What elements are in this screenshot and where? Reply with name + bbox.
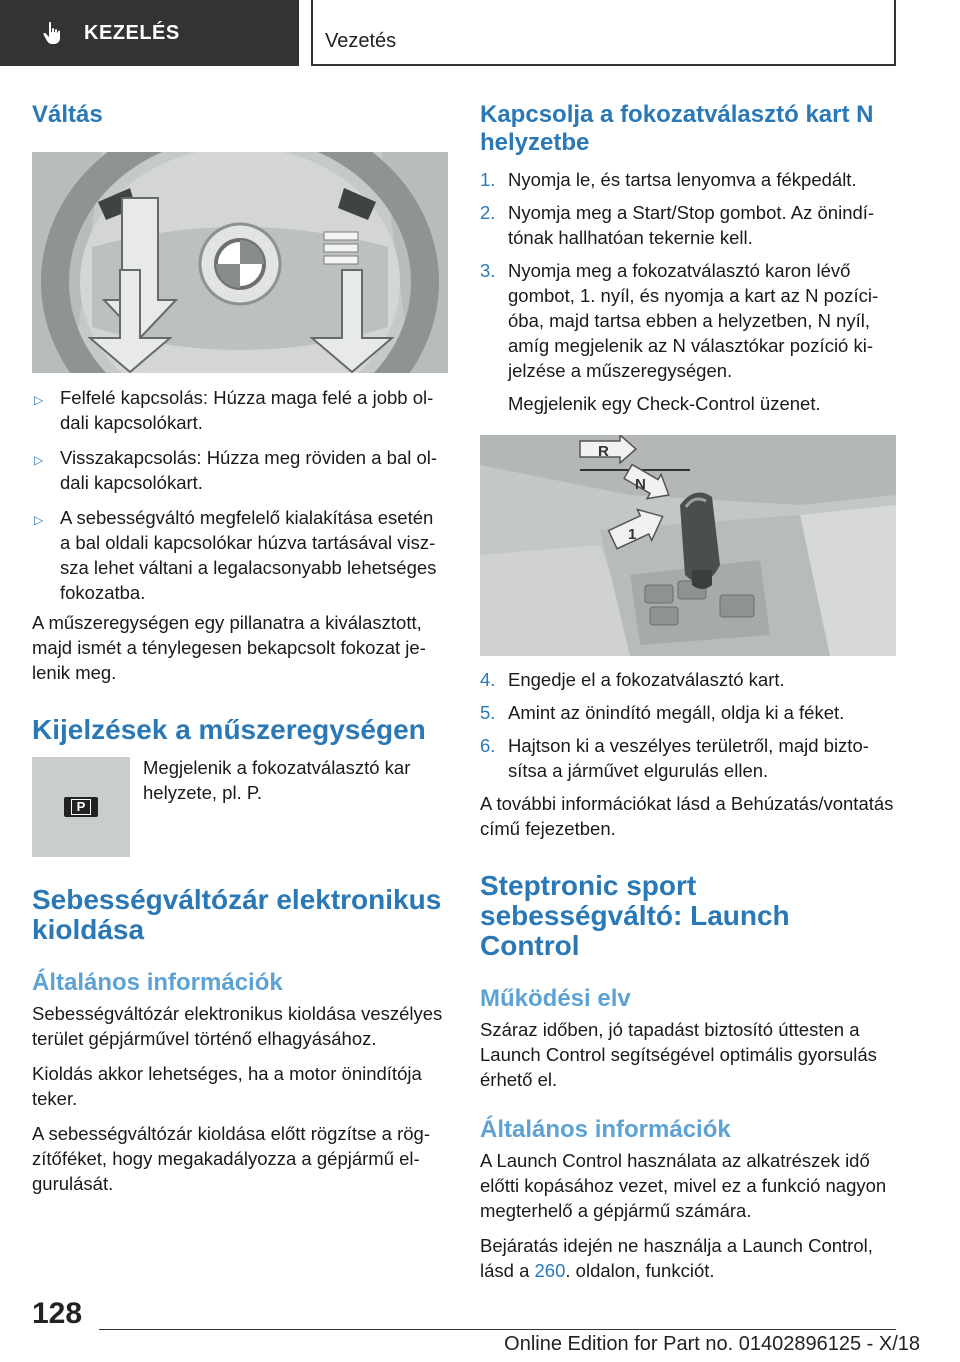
chapter-label: Vezetés bbox=[325, 30, 397, 52]
page-number: 128 bbox=[32, 1297, 83, 1330]
mukodesi-paragraph: Száraz időben, jó tapadást biztosító úttesten a Launch Control segítségével optimális gyorsulás érhető el. bbox=[480, 1019, 877, 1090]
list-item bbox=[32, 385, 448, 435]
gear-selector-illustration bbox=[480, 435, 896, 656]
gear-selector-figure bbox=[480, 435, 896, 656]
left-column bbox=[32, 95, 448, 1196]
list-item bbox=[32, 445, 448, 495]
step-number: 1. bbox=[480, 169, 496, 190]
zar-paragraph-1: Sebességváltózár elektronikus kioldása veszélyes terület gépjárművel történő elhagyásához. bbox=[32, 1003, 443, 1049]
section-label: KEZELÉS bbox=[84, 21, 180, 44]
heading-mukodesi: Működési elv bbox=[480, 985, 631, 1012]
step-number: 3. bbox=[480, 260, 496, 281]
chapter-tab[interactable] bbox=[311, 0, 896, 66]
list-item-text: Visszakapcsolás: Húzza meg röviden a bal oldali kapcsolókart. bbox=[60, 447, 438, 493]
kijelzes-text: Megjelenik a fokozatválasztó kar helyzete, pl. P. bbox=[143, 757, 411, 803]
section-tab[interactable] bbox=[0, 0, 299, 66]
step-text: Amint az önindító megáll, oldja ki a féket. bbox=[508, 702, 845, 723]
zar-paragraph-2: Kioldás akkor lehetséges, ha a motor önindítója teker. bbox=[32, 1063, 422, 1109]
step-item bbox=[480, 200, 896, 250]
step-text: Nyomja meg a fokozatválasztó karon lévő gombot, 1. nyíl, és nyomja a kart az N pozícióba, majd tartsa ebben a helyzetben, N nyíl, amíg megjelenik az N választókar pozíció kijelzése a műszeregységen. bbox=[508, 260, 879, 381]
triangle-bullet-icon: ▷ bbox=[34, 453, 44, 467]
edition-text: Online Edition for Part no. 01402896125 - X/18 bbox=[504, 1333, 920, 1355]
step-text: Engedje el a fokozatválasztó kart. bbox=[508, 669, 785, 690]
hand-pointer-icon bbox=[40, 20, 66, 46]
page-260-link[interactable]: 260 bbox=[534, 1260, 566, 1281]
heading-zar: Sebességváltózár elektronikus kioldása bbox=[32, 884, 442, 945]
step-number: 4. bbox=[480, 669, 496, 690]
heading-steptronic: Steptronic sport sebességváltó: Launch Control bbox=[480, 870, 790, 961]
footer-divider bbox=[99, 1329, 896, 1330]
gear-letter: P bbox=[71, 799, 92, 815]
figure-label-n: N bbox=[635, 476, 646, 493]
valtas-paragraph: A műszeregységen egy pillanatra a kiválasztott, majd ismét a ténylegesen bekapcsolt fokozat jelenik meg. bbox=[32, 612, 426, 683]
list-item-text: A sebességváltó megfelelő kialakítása esetén a bal oldali kapcsolókar húzva tartásával viszsza lehet váltani a legalacsonyabb lehetséges fokozatba. bbox=[60, 507, 437, 603]
page-header bbox=[0, 0, 960, 66]
step-text: Nyomja le, és tartsa lenyomva a fékpedált. bbox=[508, 169, 857, 190]
step-item bbox=[480, 700, 896, 725]
bejaratas-text-post: . oldalon, funkciót. bbox=[565, 1260, 715, 1281]
steering-wheel-paddles-figure bbox=[32, 152, 448, 373]
right-column bbox=[480, 95, 896, 1283]
list-item bbox=[32, 505, 448, 605]
gear-indicator-figure bbox=[32, 757, 130, 857]
bejaratas-paragraph bbox=[480, 1233, 896, 1283]
zar-paragraph-3: A sebességváltózár kioldása előtt rögzítse a rögzítőféket, hogy megakadályozza a gépjármű elgurulását. bbox=[32, 1123, 430, 1194]
step-item bbox=[480, 733, 896, 783]
bejaratas-text-pre: Bejáratás idején ne használja a Launch Control, lásd a bbox=[480, 1235, 873, 1281]
step-item bbox=[480, 667, 896, 692]
step-item bbox=[480, 167, 896, 192]
heading-valtas: Váltás bbox=[32, 101, 103, 128]
step3-note: Megjelenik egy Check-Control üzenet. bbox=[508, 393, 821, 414]
step-item bbox=[480, 258, 896, 383]
heading-kijelzesek: Kijelzések a műszeregységen bbox=[32, 714, 426, 745]
triangle-bullet-icon: ▷ bbox=[34, 393, 44, 407]
steps-list-a bbox=[480, 167, 896, 383]
gear-display-block bbox=[32, 757, 448, 857]
step-text: Nyomja meg a Start/Stop gombot. Az önindítónak hallhatóan tekernie kell. bbox=[508, 202, 875, 248]
steps-list-b bbox=[480, 667, 896, 783]
step-number: 6. bbox=[480, 735, 496, 756]
step-text: Hajtson ki a veszélyes területről, majd biztosítsa a járművet elgurulás ellen. bbox=[508, 735, 869, 781]
heading-kapcsolja: Kapcsolja a fokozatválasztó kart N helyzetbe bbox=[480, 101, 874, 156]
step-number: 5. bbox=[480, 702, 496, 723]
gear-indicator-box bbox=[64, 797, 98, 817]
heading-altalanos: Általános információk bbox=[32, 969, 283, 996]
triangle-bullet-icon: ▷ bbox=[34, 513, 44, 527]
figure-label-1: 1 bbox=[628, 526, 637, 543]
heading-altalanos-2: Általános információk bbox=[480, 1116, 731, 1143]
altalanos2-paragraph: A Launch Control használata az alkatrészek idő előtti kopásához vezet, mivel ez a funkció nagyon megterhelő a gépjármű számára. bbox=[480, 1150, 887, 1221]
list-item-text: Felfelé kapcsolás: Húzza maga felé a jobb oldali kapcsolókart. bbox=[60, 387, 434, 433]
shift-bullet-list bbox=[32, 385, 448, 605]
step-number: 2. bbox=[480, 202, 496, 223]
steering-wheel-illustration bbox=[32, 152, 448, 373]
figure-label-r: R bbox=[598, 443, 609, 460]
tovabbi-paragraph: A további információkat lásd a Behúzatás/vontatás című fejezetben. bbox=[480, 793, 894, 839]
